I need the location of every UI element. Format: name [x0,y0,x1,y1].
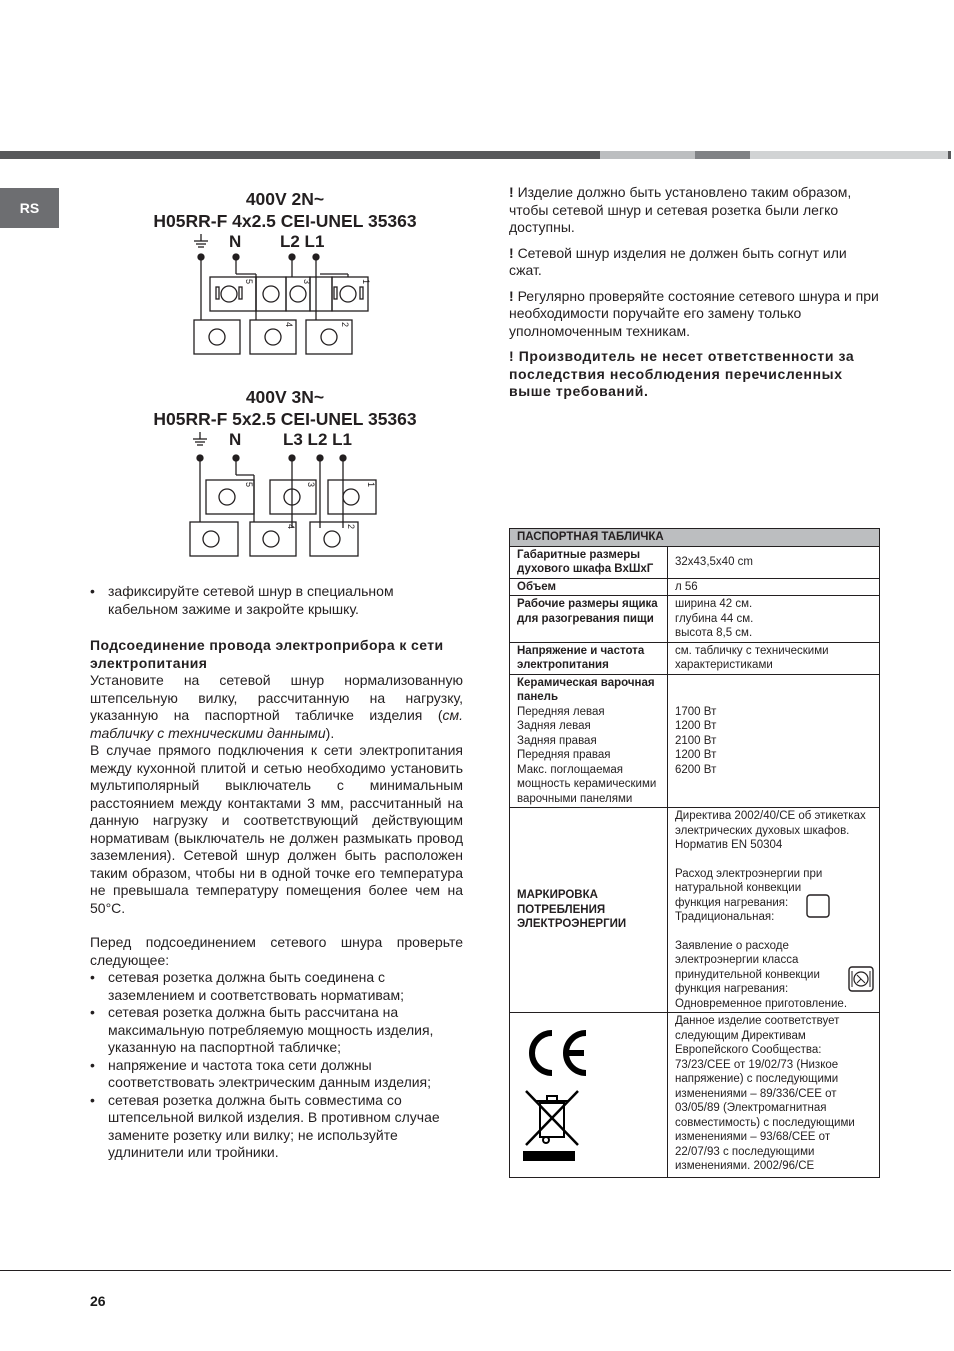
wiring-voltage: 400V 2N~ [245,189,325,209]
list-item: • напряжение и частота тока сети должны соответствовать электрическим данным изделия; [90,1057,463,1092]
language-tab: RS [0,188,59,228]
svg-text:3: 3 [302,279,312,285]
left-column [90,583,463,1162]
wiring-cable: H05RR-F 4x2.5 CEI-UNEL 35363 [153,211,417,231]
table-row: Данное изделие соответствует следующим Директивам Европейского Сообщества: 73/23/CEE от 19/02/73 (Низкое напряжение) с последующими изменениями – 89/336/CEE от 03/05/89 (Электромагнитная совместимость) с последующими изменениями – 93/68/CEE от 22/07/93 с последующими изменениями. 2002/96/CE [510,1013,880,1178]
ground-icon [193,432,207,445]
table-row: МАРКИРОВКА ПОТРЕБЛЕНИЯ ЭЛЕКТРОЭНЕРГИИ Директива 2002/40/CE об этикетках электрических духовых шкафов. Норматив EN 50304 Расход электроэнергии при натуральной конвекции функция нагревания: Традициональная: Заявление о расходе электроэнергии класса принудительной конвекции функция нагревания: Одновременное приготовление. [510,808,880,1013]
svg-text:4: 4 [284,322,294,328]
label-n: N [229,430,242,449]
terminal-block-diagram [120,232,450,357]
rating-plate-table [509,528,880,1178]
header-bar [0,151,954,159]
paragraph: Перед подсоединением сетевого шнура проверьте следующее: [90,934,463,968]
weee-bin-icon [526,1091,578,1145]
footer-rule [0,1270,951,1271]
ce-mark-icon [532,1033,586,1073]
wiring-cable: H05RR-F 5x2.5 CEI-UNEL 35363 [153,409,417,429]
svg-text:2: 2 [346,524,356,530]
warning-item: ! Регулярно проверяйте состояние сетевого шнура и при необходимости поручайте его замену только уполномоченным техникам. [509,287,879,339]
warnings [509,184,879,409]
wiring-diagram-3n [120,386,450,560]
svg-text:1: 1 [361,279,371,285]
ground-icon [194,234,208,247]
fan-mode-icon [848,966,874,992]
table-row: Рабочие размеры ящика для разогревания пищи ширина 42 см. глубина 44 см. высота 8,5 см. [510,596,880,643]
warning-item-bold: ! Производитель не несет ответственности за последствия несоблюдения перечисленных выше требований. [509,348,855,399]
weee-bar-icon [523,1151,575,1161]
conventional-mode-icon [806,894,830,918]
label-l2l1: L2 L1 [280,232,325,251]
table-row: Керамическая варочная панель Передняя левая Задняя левая Задняя правая Передняя правая Макс. поглощаемая мощность керамическими варочными панелями 1700 Вт 1200 Вт 2100 Вт 1200 Вт 6200 Вт [510,674,880,808]
svg-text:3: 3 [306,482,316,488]
table-row: Габаритные размеры духового шкафа ВхШхГ 32x43,5x40 cm [510,546,880,578]
list-item: • сетевая розетка должна быть соединена с заземлением и соответствовать нормативам; [90,969,463,1004]
svg-text:4: 4 [286,524,296,530]
terminal-block-diagram [120,430,450,560]
warning-item: ! Изделие должно быть установлено таким образом, чтобы сетевой шнур и сетевая розетка были легко доступны. [509,184,852,235]
svg-text:1: 1 [366,482,376,488]
warning-item: ! Сетевой шнур изделия не должен быть согнут или сжат. [509,244,847,278]
list-item: • сетевая розетка должна быть совместима со штепсельной вилкой изделия. В противном случае замените розетку или вилку; не используйте удлинители или тройники. [90,1092,463,1162]
certification-marks [520,1025,590,1165]
label-l3l2l1: L3 L2 L1 [283,430,352,449]
svg-text:5: 5 [244,482,254,488]
section-heading: Подсоединение провода электроприбора к сети электропитания [90,637,444,671]
paragraph: В случае прямого подключения к сети электропитания между кухонной плитой и сетью необходимо установить мультиполярный выключатель с минимальным расстоянием между контактами 3 мм, рассчитанный на данную нагрузку и соответствующий действующим нормативам (выключатель не должен размыкать провод заземления). Сетевой шнур должен быть расположен таким образом, чтобы ни в одной точке его температура не превышала температуру помещения более чем на 50°С. [90,742,463,916]
list-item: • зафиксируйте сетевой шнур в специальном кабельном зажиме и закройте крышку. [90,583,463,618]
table-row: Напряжение и частота электропитания см. табличку с техническими характеристиками [510,642,880,674]
table-row: Объем л 56 [510,578,880,596]
wiring-voltage: 400V 3N~ [245,387,325,407]
page-number: 26 [90,1293,106,1309]
list-item: • сетевая розетка должна быть рассчитана на максимальную потребляемую мощность изделия, указанную на паспортной табличке; [90,1004,463,1057]
table-title: ПАСПОРТНАЯ ТАБЛИЧКА [510,529,880,547]
svg-text:2: 2 [340,322,350,328]
label-n: N [229,232,242,251]
svg-text:5: 5 [244,279,254,285]
wiring-diagram-2n [120,188,450,357]
paragraph: Установите на сетевой шнур нормализованную штепсельную вилку, рассчитанную на нагрузку, указанную на паспортной табличке изделия (см. табличку с техническими данными). [90,672,463,741]
